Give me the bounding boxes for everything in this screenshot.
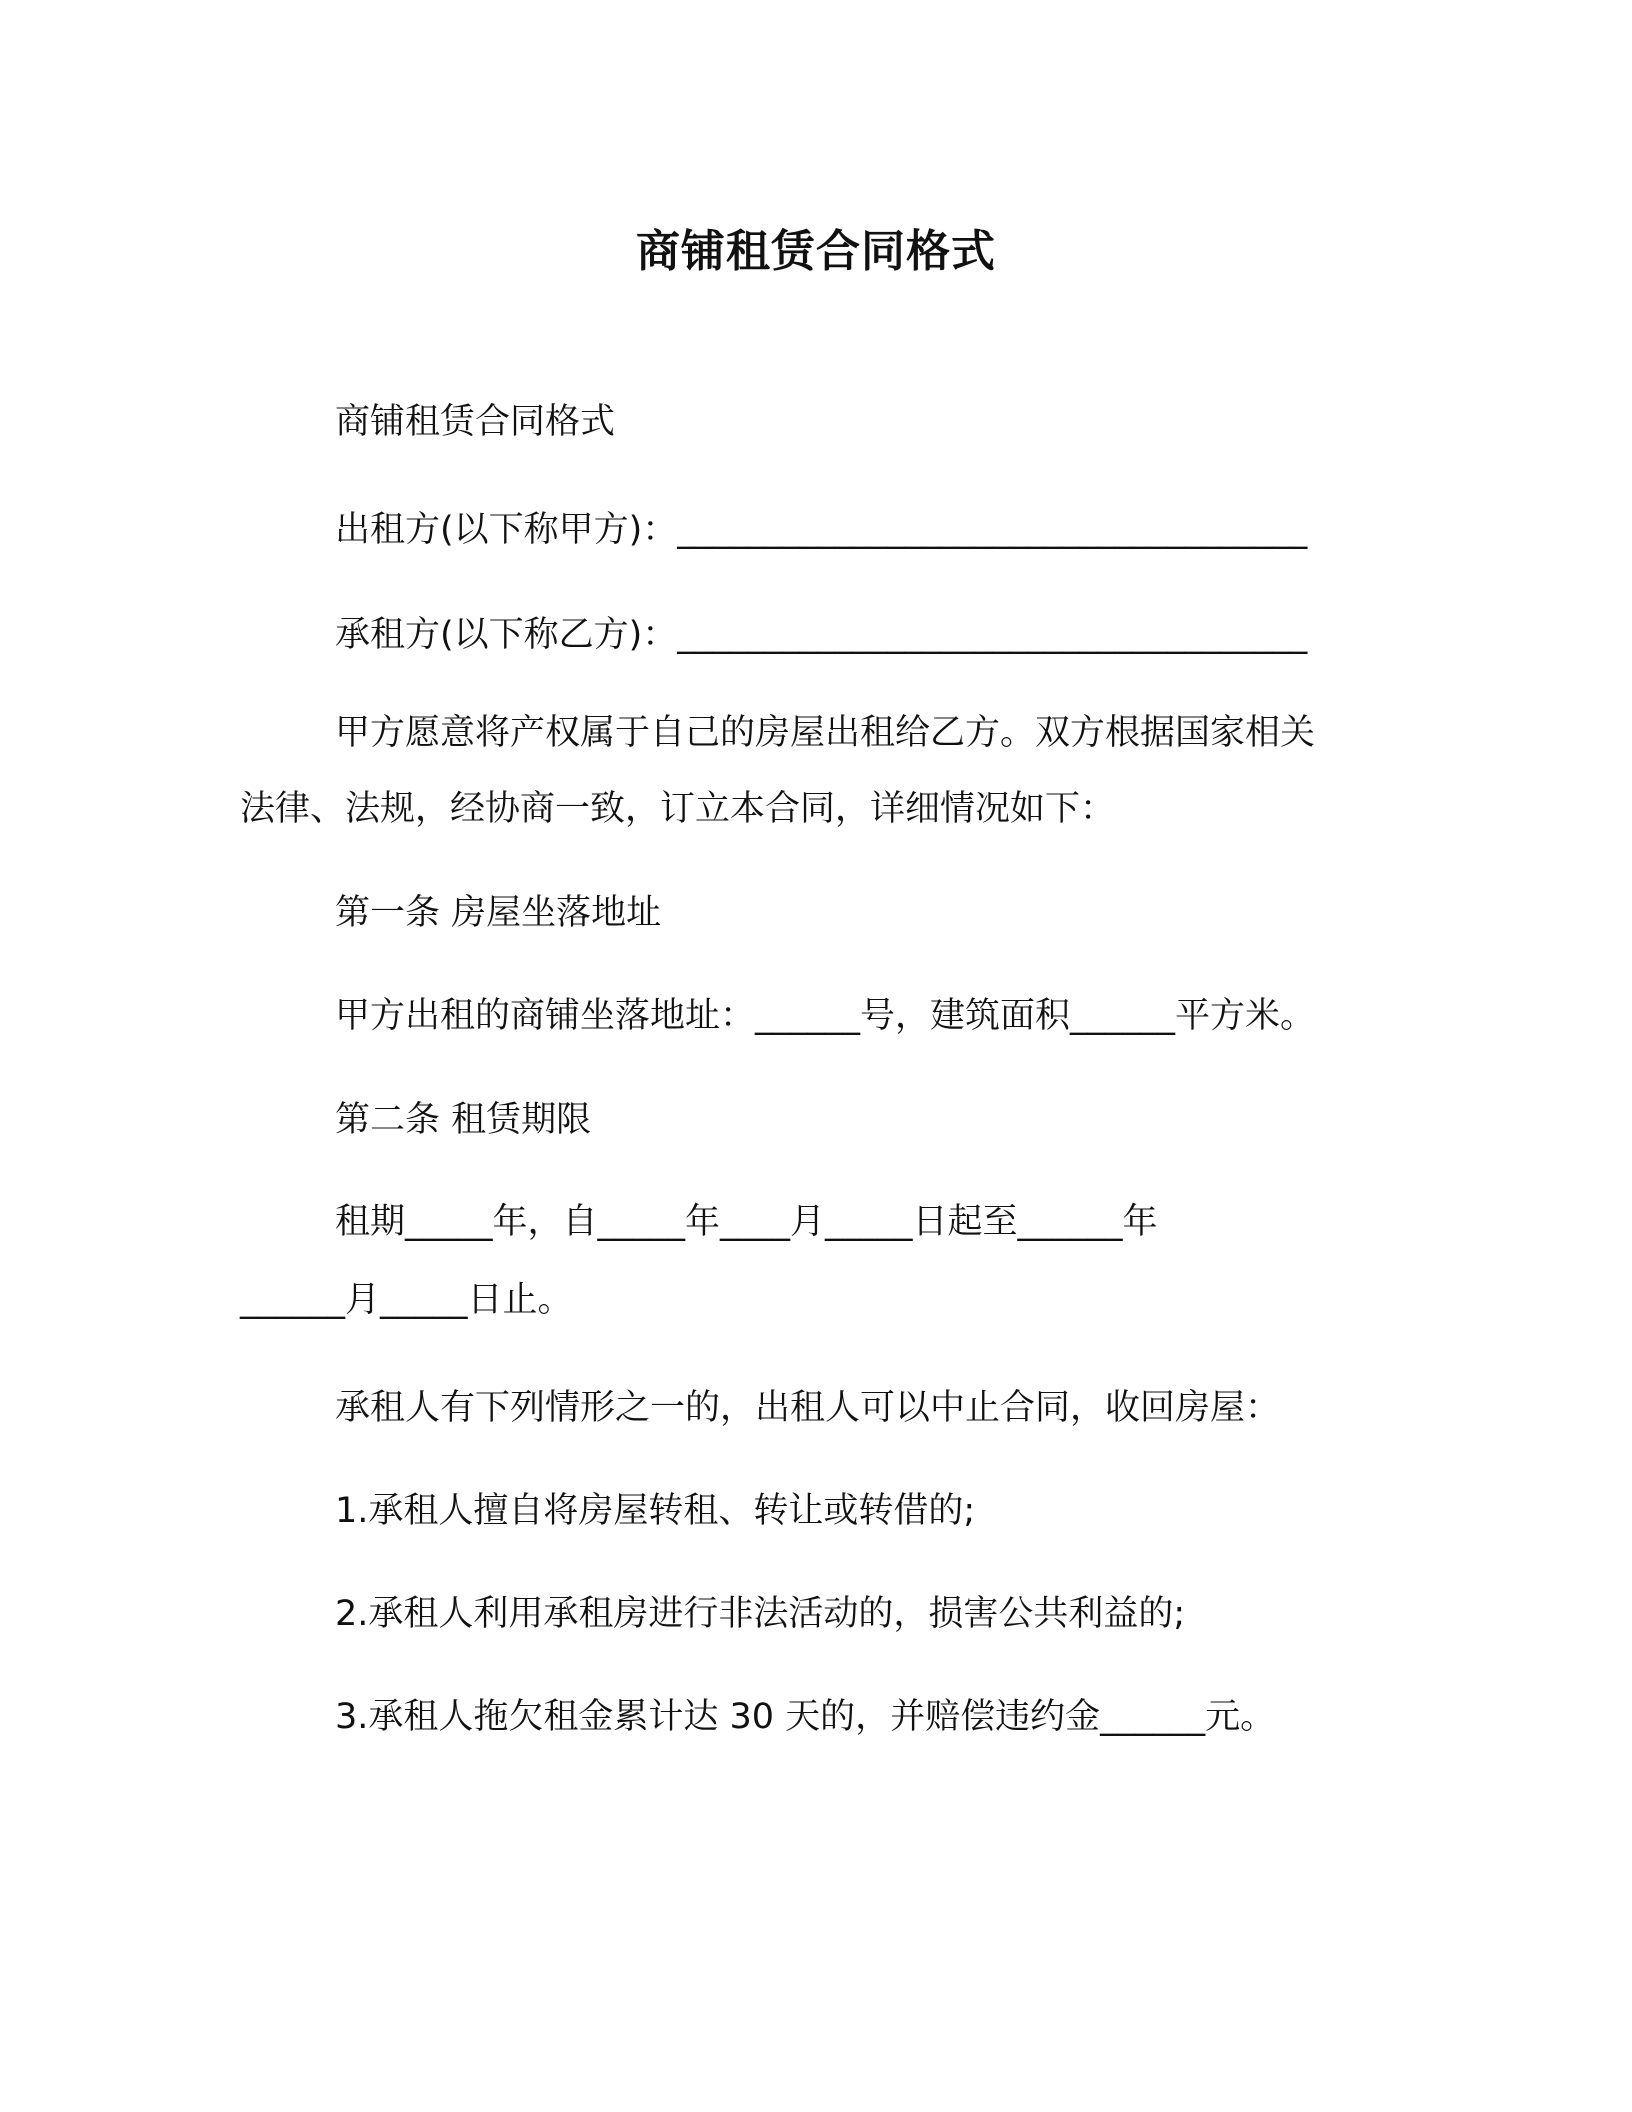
article-1-address-line: 甲方出租的商铺坐落地址：______号，建筑面积______平方米。 bbox=[335, 996, 1316, 1036]
subtitle-line: 商铺租赁合同格式 bbox=[335, 402, 616, 442]
termination-item-2: 2.承租人利用承租房进行非法活动的，损害公共利益的; bbox=[335, 1594, 1186, 1634]
document-title: 商铺租赁合同格式 bbox=[636, 226, 996, 277]
article-1-heading: 第一条 房屋坐落地址 bbox=[335, 893, 662, 933]
termination-intro-line: 承租人有下列情形之一的，出租人可以中止合同，收回房屋： bbox=[335, 1388, 1281, 1428]
lease-term-line-1: 租期_____年，自_____年____月_____日起至______年 bbox=[335, 1202, 1158, 1242]
termination-item-3: 3.承租人拖欠租金累计达 30 天的，并赔偿违约金______元。 bbox=[335, 1697, 1276, 1737]
article-2-heading: 第二条 租赁期限 bbox=[335, 1100, 592, 1140]
lessor-line: 出租方(以下称甲方)：____________________________________ bbox=[335, 510, 1308, 550]
intro-paragraph-line-2: 法律、法规，经协商一致，订立本合同，详细情况如下： bbox=[240, 789, 1116, 829]
termination-item-1: 1.承租人擅自将房屋转租、转让或转借的; bbox=[335, 1491, 976, 1531]
intro-paragraph-line-1: 甲方愿意将产权属于自己的房屋出租给乙方。双方根据国家相关 bbox=[335, 713, 1316, 753]
lessee-line: 承租方(以下称乙方)：____________________________________ bbox=[335, 615, 1308, 655]
lease-term-line-2: ______月_____日止。 bbox=[240, 1280, 573, 1320]
